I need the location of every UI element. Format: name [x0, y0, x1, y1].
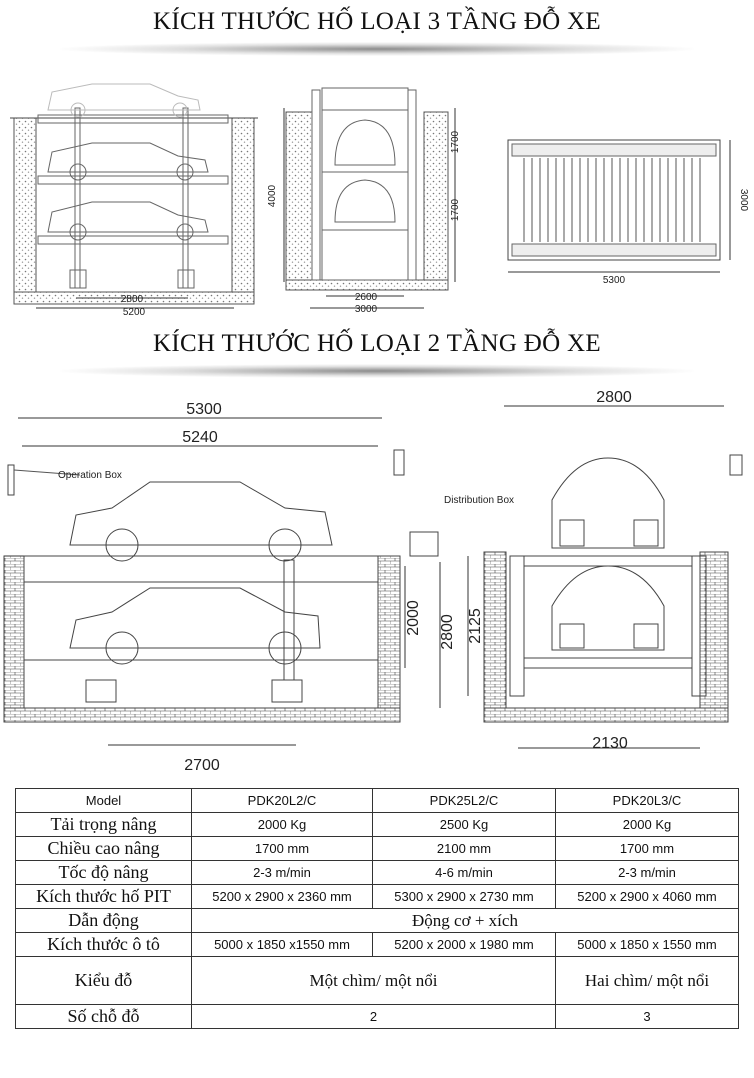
dim-2-side-h-lower: 2000 [405, 600, 422, 636]
dim-2-side-bottom: 2700 [184, 757, 220, 774]
dim-3-plan-width: 5300 [602, 275, 626, 286]
table-row [16, 885, 739, 909]
row-label: Dẫn động [16, 909, 192, 933]
cell: 5200 x 2000 x 1980 mm [373, 933, 556, 957]
cell: 2-3 m/min [556, 861, 739, 885]
header-col3: PDK20L3/C [556, 789, 739, 813]
side-view-2-level [4, 418, 440, 745]
dim-2-front-h-mid: 2125 [467, 608, 484, 644]
row-label: Số chỗ đỗ [16, 1005, 192, 1029]
row-label: Tốc độ nâng [16, 861, 192, 885]
row-label: Tải trọng nâng [16, 813, 192, 837]
dim-2-side-top-inner: 5240 [182, 429, 218, 446]
cell: 2100 mm [373, 837, 556, 861]
table-row [16, 837, 739, 861]
table-row [16, 861, 739, 885]
row-label: Kiểu đỗ [16, 957, 192, 1005]
dim-2-side-top-outer: 5300 [186, 401, 222, 418]
row-label: Chiều cao nâng [16, 837, 192, 861]
front-view-2-level [468, 406, 742, 748]
cell: 1700 mm [556, 837, 739, 861]
cell: 2-3 m/min [192, 861, 373, 885]
cell: 5200 x 2900 x 2360 mm [192, 885, 373, 909]
cell: 5300 x 2900 x 2730 mm [373, 885, 556, 909]
title-2-level: KÍCH THƯỚC HỐ LOẠI 2 TẦNG ĐỖ XE [153, 330, 601, 357]
label-operation-box: Operation Box [58, 470, 122, 481]
row-label: Kích thước ô tô [16, 933, 192, 957]
header-model: Model [16, 789, 192, 813]
cell-drive: Động cơ + xích [192, 909, 739, 933]
cell: 5000 x 1850 x 1550 mm [556, 933, 739, 957]
dim-2-front-bottom: 2130 [592, 735, 628, 752]
cell-parking-type-3: Hai chìm/ một nổi [556, 957, 739, 1005]
header-col2: PDK25L2/C [373, 789, 556, 813]
dim-2-front-top: 2800 [596, 389, 632, 406]
label-distribution-box: Distribution Box [444, 495, 515, 506]
cell: 5000 x 1850 x1550 mm [192, 933, 373, 957]
cell: 2000 Kg [556, 813, 739, 837]
table-header-row [16, 789, 739, 813]
dim-3-plan-depth: 3000 [738, 188, 749, 212]
cell-slots-3: 3 [556, 1005, 739, 1029]
dim-3-front-inner: 2600 [354, 292, 378, 303]
cell-parking-type-12: Một chìm/ một nổi [192, 957, 556, 1005]
dim-3-front-level1: 1700 [450, 130, 461, 154]
dim-3-front-height: 4000 [267, 184, 278, 208]
dim-3-side-outer: 5200 [122, 307, 146, 318]
cell: 4-6 m/min [373, 861, 556, 885]
spec-table [15, 788, 739, 1029]
dim-3-front-outer: 3000 [354, 304, 378, 315]
table-row [16, 813, 739, 837]
row-label: Kích thước hố PIT [16, 885, 192, 909]
cell-slots-12: 2 [192, 1005, 556, 1029]
cell: 5200 x 2900 x 4060 mm [556, 885, 739, 909]
title-3-level: KÍCH THƯỚC HỐ LOẠI 3 TẦNG ĐỖ XE [153, 8, 601, 35]
table-row-drive [16, 909, 739, 933]
cell: 2000 Kg [192, 813, 373, 837]
table-row-parking-type [16, 957, 739, 1005]
cell: 1700 mm [192, 837, 373, 861]
header-col1: PDK20L2/C [192, 789, 373, 813]
dim-3-front-level2: 1700 [450, 198, 461, 222]
table-row-slots [16, 1005, 739, 1029]
dim-2-side-h-pit: 2800 [439, 614, 456, 650]
table-row-car-size [16, 933, 739, 957]
dim-3-side-inner: 2800 [120, 294, 144, 305]
cell: 2500 Kg [373, 813, 556, 837]
